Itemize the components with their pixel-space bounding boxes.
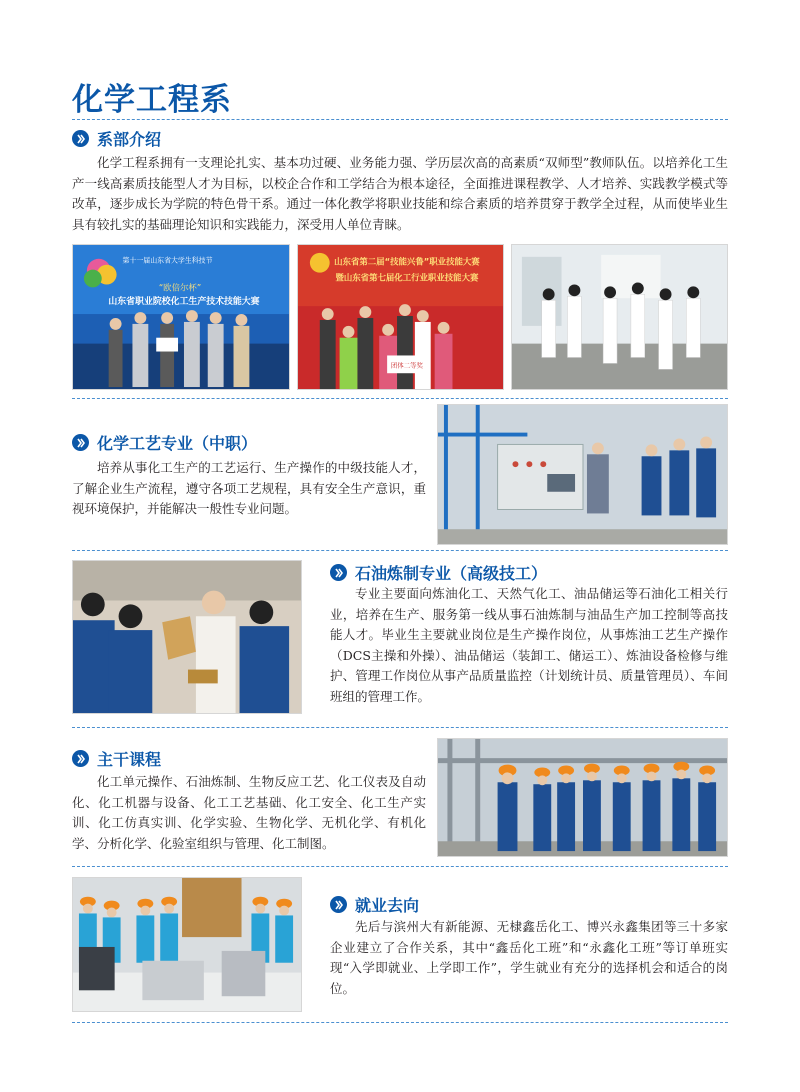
- section-heading-petroleum: [330, 561, 547, 584]
- divider: [72, 550, 728, 551]
- banner-line2-text: 暨山东省第七届化工行业职业技能大赛: [335, 272, 479, 283]
- section-body-petroleum: 专业主要面向炼油化工、天然气化工、油品储运等石油化工相关行业，培养在生产、服务第一线从事石油炼制与油品生产加工控制等高技能人才。毕业生主要就业岗位是生产操作岗位，从事炼油工艺生产操作（DCS主操和外操）、油品储运（装卸工、储运工）、炼油设备检修与维护、管理工作岗位从事产品质量监控（计划统计员、质量管理员）、车间班组的管理工作。: [330, 586, 728, 704]
- photo-award-ceremony: [297, 244, 504, 390]
- section-body-chem-process: 培养从事化工生产的工艺运行、生产操作的中级技能人才，了解企业生产流程，遵守各项工艺规程，具有安全生产意识，重视环境保护，并能解决一般性专业问题。: [72, 460, 426, 516]
- chevron-right-icon: [72, 750, 89, 767]
- section-heading-text: 主干课程: [97, 750, 162, 769]
- banner-line1-text: 山东省第二届“技能兴鲁”职业技能大赛: [334, 256, 480, 267]
- section-body-intro: 化学工程系拥有一支理论扎实、基本功过硬、业务能力强、学历层次高的高素质“双师型”教师队伍。以培养化工生产一线高素质技能型人才为目标，以校企合作和工学结合为根本途径，全面推进课程教学、人才培养、实践教学模式等改革，逐步成长为学院的特色骨干系。通过一体化教学将职业技能和综合素质的培养贯穿于教学全过程，从而使毕业生具有较扎实的基础理论知识和实践能力，深受用人单位青睐。: [72, 155, 728, 232]
- chevron-right-icon: [330, 896, 347, 913]
- chevron-right-icon: [72, 434, 89, 451]
- section-body-courses: 化工单元操作、石油炼制、生物反应工艺、化工仪表及自动化、化工机器与设备、化工工艺基础、化工安全、化工生产实训、化工仿真实训、化学实验、生物化学、无机化学、有机化学、分析化学、化验室组织与管理、化工制图。: [72, 774, 426, 851]
- banner-top-text: 第十一届山东省大学生科技节: [122, 256, 213, 265]
- section-heading-courses: [72, 747, 161, 770]
- banner-brand-text: “欧倍尔杯”: [158, 282, 202, 293]
- section-heading-text: 化学工艺专业（中职）: [97, 434, 258, 453]
- divider: [72, 1022, 728, 1023]
- section-heading-employment: [330, 893, 419, 916]
- page-title: 化学工程系: [72, 82, 232, 118]
- certificate-text: 团体二等奖: [390, 361, 423, 370]
- banner-main-text: 山东省职业院校化工生产技术技能大赛: [108, 297, 260, 308]
- section-heading-intro: [72, 127, 161, 150]
- section-heading-text: 石油炼制专业（高级技工）: [355, 564, 548, 583]
- photo-plant-site-visit: [437, 738, 728, 857]
- photo-skills-contest: [72, 244, 290, 390]
- photo-lab-equipment-training: [72, 877, 302, 1012]
- divider: [72, 398, 728, 399]
- section-body-employment: 先后与滨州大有新能源、无棣鑫岳化工、博兴永鑫集团等三十多家企业建立了合作关系，其中“鑫岳化工班”和“永鑫化工班”等订单班实现“入学即就业、上学即工作”，学生就业有充分的选择机会和适合的岗位。: [330, 919, 728, 996]
- divider: [72, 866, 728, 867]
- photo-control-panel-training: [437, 404, 728, 545]
- divider: [72, 119, 728, 120]
- photo-oil-sample-teaching: [72, 560, 302, 714]
- divider: [72, 727, 728, 728]
- chevron-right-icon: [330, 564, 347, 581]
- chevron-right-icon: [72, 130, 89, 147]
- section-heading-text: 系部介绍: [97, 130, 162, 149]
- section-heading-text: 就业去向: [355, 896, 420, 915]
- section-heading-chem-process: [72, 431, 257, 454]
- photo-martial-arts-practice: [511, 244, 728, 390]
